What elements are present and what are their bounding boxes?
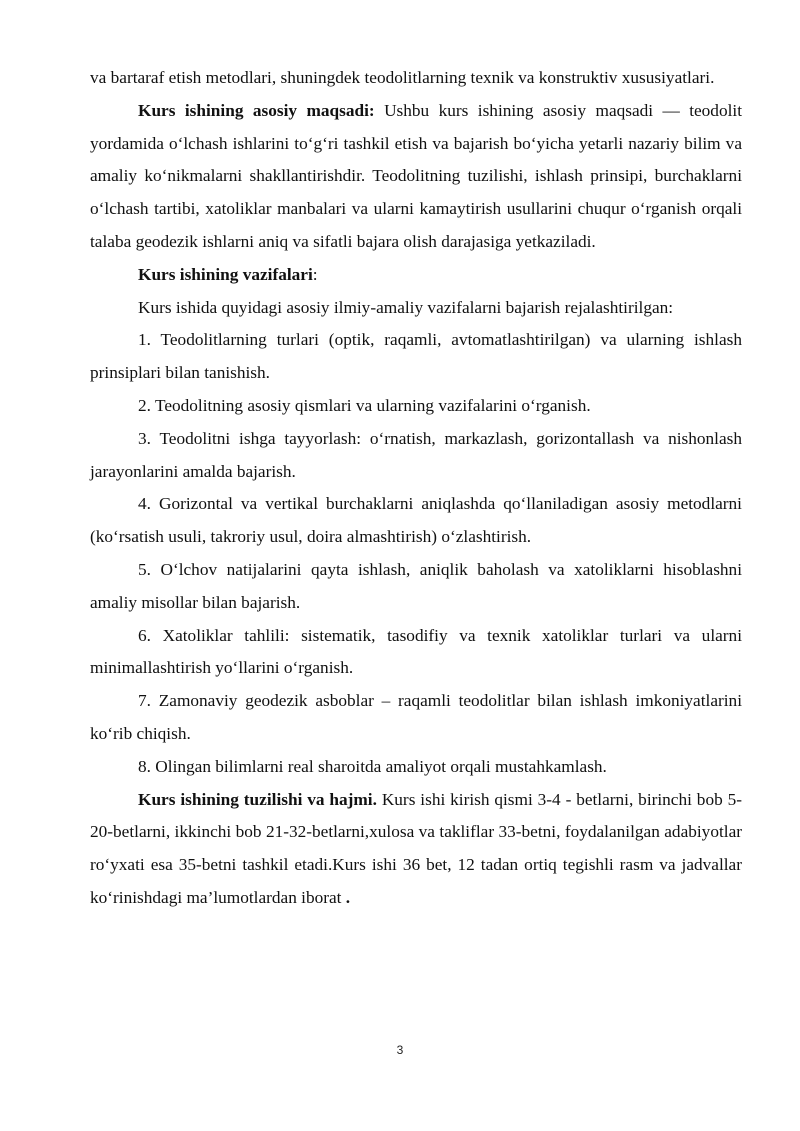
document-page [90,62,742,915]
task-item-4: 4. Gorizontal va vertikal burchaklarni aniqlashda qo‘llaniladigan asosiy metodlarni (ko‘rsatish usuli, takroriy usul, doira almashtirish) o‘zlashtirish. [90,494,742,547]
task-item-3: 3. Teodolitni ishga tayyorlash: o‘rnatish, markazlash, gorizontallash va nishonlash jarayonlarini amalda bajarish. [90,428,742,481]
task-item-5: 5. O‘lchov natijalarini qayta ishlash, aniqlik baholash va xatoliklarni hisoblashni amaliy misollar bilan bajarish. [90,559,742,612]
task-item-6: 6. Xatoliklar tahlili: sistematik, tasodifiy va texnik xatoliklar turlari va ularni minimallashtirish yo‘llarini o‘rganish. [90,625,742,678]
task-item-7: 7. Zamonaviy geodezik asboblar – raqamli teodolitlar bilan ishlash imkoniyatlarini ko‘rib chiqish. [90,691,742,743]
task-item-8: 8. Olingan bilimlarni real sharoitda amaliyot orqali mustahkamlash. [138,756,607,776]
structure-paragraph [90,784,742,915]
task-item-2: 2. Teodolitning asosiy qismlari va ularning vazifalarini o‘rganish. [138,395,591,415]
tasks-heading-colon: : [312,264,318,284]
task-item-1: 1. Teodolitlarning turlari (optik, raqamli, avtomatlashtirilgan) va ularning ishlash prinsiplari bilan tanishish. [90,330,742,383]
intro-continuation: va bartaraf etish metodlari, shuningdek teodolitlarning texnik va konstruktiv xususiyatlari. [90,68,715,87]
tasks-heading: Kurs ishining vazifalari [138,264,313,284]
tasks-intro: Kurs ishida quyidagi asosiy ilmiy-amaliy vazifalarni bajarish rejalashtirilgan: [138,297,674,317]
goal-heading: Kurs ishining asosiy maqsadi: [138,100,375,120]
structure-heading: Kurs ishining tuzilishi va hajmi. [138,789,377,809]
structure-text: Kurs ishi kirish qismi 3-4 - betlarni, birinchi bob 5-20-betlarni, ikkinchi bob 21-32-betlarni,xulosa va takliflar 33-betni, foydalanilgan adabiyotlar ro‘yxati esa 35-betni tashkil etadi.Kurs ishi 36 bet, 12 tadan ortiq tegishli rasm va jadvallar ko‘rinishdagi ma’lumotlardan iborat [90,789,742,907]
structure-end: . [345,887,351,907]
goal-paragraph [90,95,742,259]
goal-text: Ushbu kurs ishining asosiy maqsadi — teodolit yordamida o‘lchash ishlarini to‘g‘ri tashkil etish va bajarish bo‘yicha yetarli nazariy bilim va amaliy ko‘nikmalarni shakllantirishdir. Teodolitning tuzilishi, ishlash prinsipi, burchaklarni o‘lchash tartibi, xatoliklar manbalari va ularni kamaytirish usullarini chuqur o‘rganish orqali talaba geodezik ishlarni aniq va sifatli bajara olish darajasiga yetkaziladi. [90,100,742,251]
page-number: 3 [396,1043,404,1057]
tasks-heading-paragraph [90,259,742,292]
